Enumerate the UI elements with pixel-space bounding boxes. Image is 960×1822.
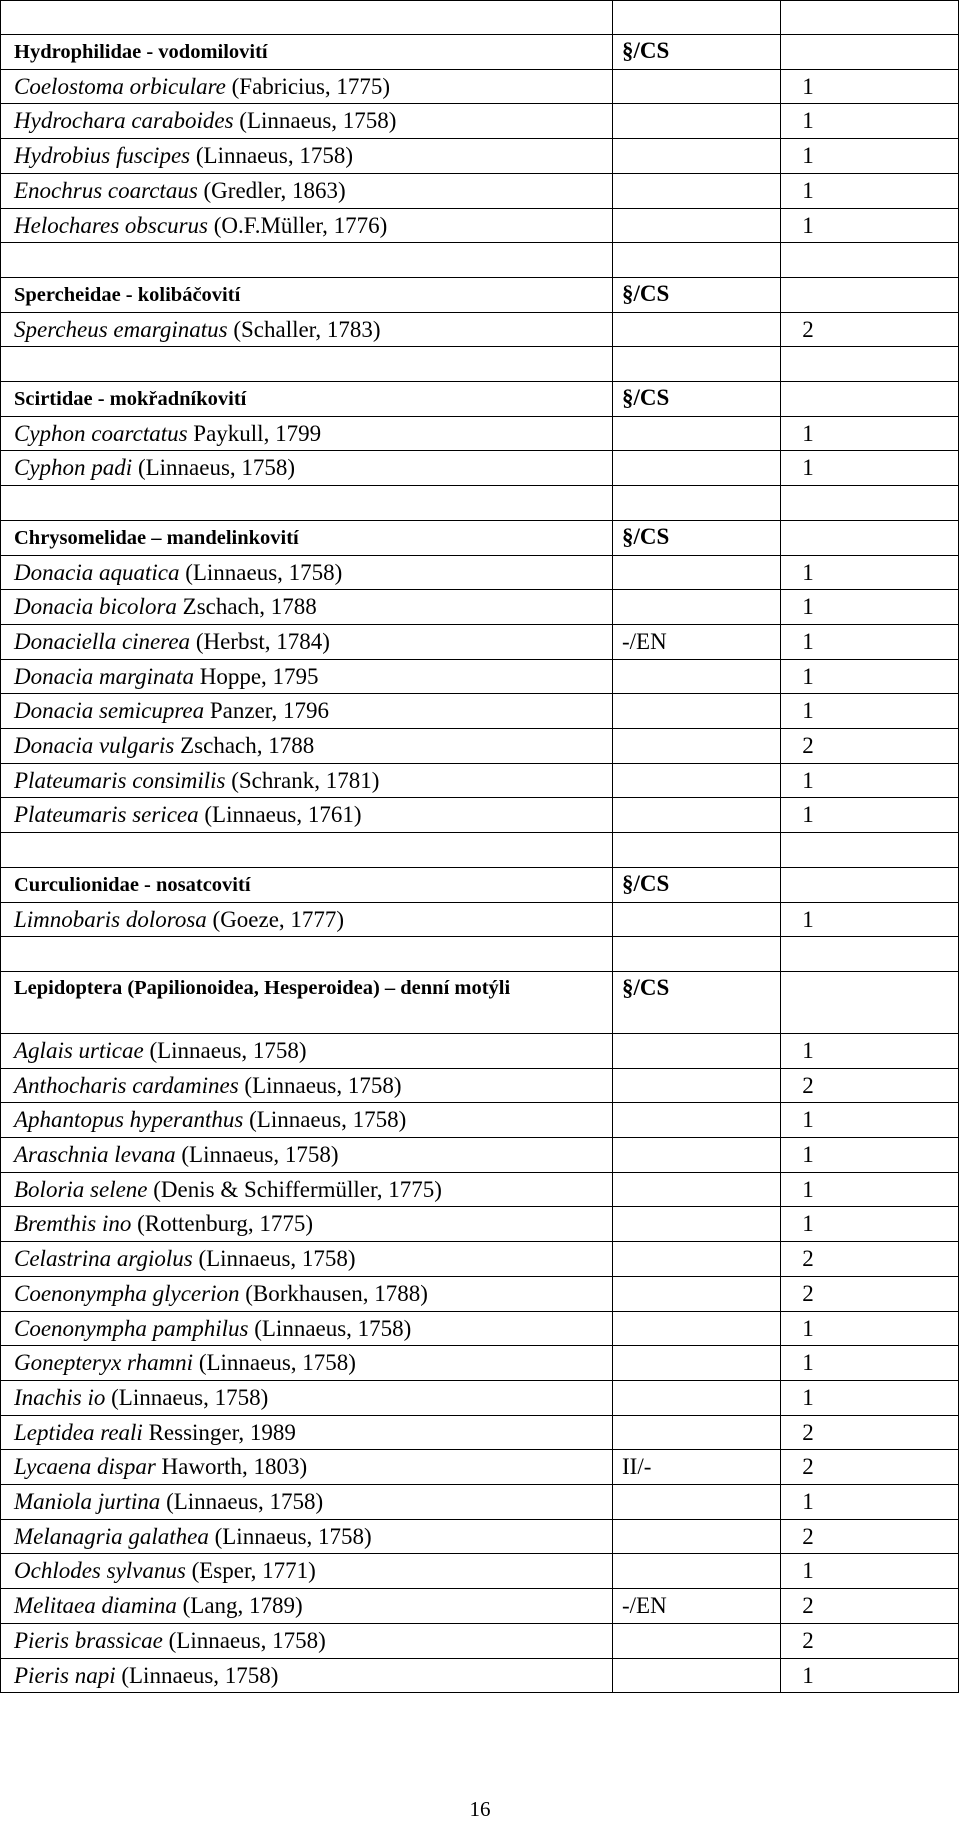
species-count: 1 xyxy=(802,628,814,654)
species-row xyxy=(0,1137,960,1172)
species-name: Celastrina argiolus xyxy=(14,1246,193,1272)
species-author: (Goeze, 1777) xyxy=(212,906,345,932)
species-row xyxy=(0,173,960,208)
species-author: (Gredler, 1863) xyxy=(203,177,346,203)
species-count: 1 xyxy=(802,212,814,238)
species-row xyxy=(0,103,960,138)
species-author: (Linnaeus, 1761) xyxy=(204,802,362,828)
species-label xyxy=(14,768,379,794)
species-count: 2 xyxy=(802,1072,814,1098)
species-count: 1 xyxy=(802,420,814,446)
species-count: 1 xyxy=(802,559,814,585)
family-name: Hydrophilidae - vodomilovití xyxy=(14,41,268,63)
species-name: Boloria selene xyxy=(14,1176,148,1202)
species-name: Plateumaris consimilis xyxy=(14,767,226,793)
species-row xyxy=(0,589,960,624)
column-divider xyxy=(612,0,613,1692)
species-name: Hydrobius fuscipes xyxy=(14,143,191,169)
species-count: 2 xyxy=(802,1280,814,1306)
species-row xyxy=(0,1519,960,1554)
row-divider xyxy=(0,936,959,937)
species-name: Spercheus emarginatus xyxy=(14,316,228,342)
species-author: (Linnaeus, 1758) xyxy=(121,1662,279,1688)
species-name: Maniola jurtina xyxy=(14,1489,161,1514)
species-name: Aglais urticae xyxy=(14,1037,144,1063)
species-row xyxy=(0,693,960,728)
species-label xyxy=(14,108,396,134)
species-count: 1 xyxy=(802,1037,814,1063)
species-author: Paykull, 1799 xyxy=(193,420,322,446)
species-count: 1 xyxy=(802,1350,814,1376)
species-count: 1 xyxy=(802,663,814,689)
species-count: 2 xyxy=(802,1454,814,1480)
species-row xyxy=(0,416,960,451)
species-author: (Linnaeus, 1758) xyxy=(149,1037,307,1063)
species-author: (Linnaeus, 1758) xyxy=(195,143,353,169)
species-author: (Schrank, 1781) xyxy=(231,767,380,793)
species-author: (Denis & Schiffermüller, 1775) xyxy=(153,1176,442,1202)
species-count: 2 xyxy=(802,1627,814,1653)
family-name: Lepidoptera (Papilionoidea, Hesperoidea) – denní motýli xyxy=(14,976,511,999)
species-count: 1 xyxy=(802,802,814,828)
species-row xyxy=(0,1345,960,1380)
species-author: Haworth, 1803) xyxy=(161,1454,308,1480)
species-name: Coenonympha pamphilus xyxy=(14,1315,249,1341)
family-row xyxy=(0,34,960,69)
family-name: Curculionidae - nosatcovití xyxy=(14,873,251,896)
species-status: -/EN xyxy=(622,1593,667,1619)
species-row xyxy=(0,624,960,659)
species-row xyxy=(0,1449,960,1484)
species-row xyxy=(0,1658,960,1693)
species-name: Pieris napi xyxy=(14,1662,116,1688)
species-name: Inachis io xyxy=(14,1384,106,1410)
species-label xyxy=(14,421,321,447)
species-row xyxy=(0,1553,960,1588)
species-row xyxy=(0,555,960,590)
species-count: 1 xyxy=(802,73,814,99)
species-name: Coelostoma orbiculare xyxy=(14,73,226,99)
species-row xyxy=(0,1068,960,1103)
species-row xyxy=(0,1206,960,1241)
protection-status: §/CS xyxy=(622,870,670,896)
species-author: (Linnaeus, 1758) xyxy=(137,455,296,481)
species-label xyxy=(14,1489,323,1515)
species-row xyxy=(0,208,960,243)
species-row xyxy=(0,1415,960,1450)
species-author: (Linnaeus, 1758) xyxy=(214,1523,372,1549)
species-author: Ressinger, 1989 xyxy=(148,1419,296,1445)
species-row xyxy=(0,1102,960,1137)
species-count: 1 xyxy=(802,1211,814,1237)
species-name: Melitaea diamina xyxy=(14,1593,177,1619)
species-count: 1 xyxy=(802,1176,814,1202)
species-row xyxy=(0,1623,960,1658)
family-name: Scirtidae - mokřadníkovití xyxy=(14,388,247,410)
column-divider xyxy=(958,0,959,1692)
species-name: Limnobaris dolorosa xyxy=(14,906,207,932)
species-name: Donacia marginata xyxy=(14,663,194,689)
row-divider xyxy=(0,0,959,1)
species-status: II/- xyxy=(622,1454,652,1480)
species-label xyxy=(14,317,381,343)
species-count: 1 xyxy=(802,1558,814,1584)
species-name: Melanagria galathea xyxy=(14,1523,209,1549)
species-author: (Linnaeus, 1758) xyxy=(249,1107,407,1133)
protection-status: §/CS xyxy=(622,280,670,306)
species-author: (Linnaeus, 1758) xyxy=(166,1489,324,1514)
species-author: (Linnaeus, 1758) xyxy=(254,1315,412,1341)
species-name: Cyphon coarctatus xyxy=(14,420,188,446)
species-label xyxy=(14,1073,402,1099)
species-name: Donacia vulgaris xyxy=(14,733,175,758)
species-row xyxy=(0,1276,960,1311)
protection-status: §/CS xyxy=(622,385,670,410)
species-name: Donacia bicolora xyxy=(14,594,177,620)
species-name: Donacia aquatica xyxy=(14,559,180,585)
species-count: 1 xyxy=(802,906,814,932)
species-label xyxy=(14,1142,339,1168)
species-label xyxy=(14,1454,307,1480)
species-label xyxy=(14,213,387,239)
species-label xyxy=(14,1246,356,1272)
species-label xyxy=(14,1107,406,1133)
species-author: (Linnaeus, 1758) xyxy=(111,1384,269,1410)
family-row xyxy=(0,520,960,555)
species-author: (Linnaeus, 1758) xyxy=(181,1142,339,1167)
species-label xyxy=(14,178,346,204)
species-label xyxy=(14,629,330,655)
species-row xyxy=(0,1311,960,1346)
row-divider xyxy=(0,242,959,243)
species-label xyxy=(14,1316,411,1342)
species-count: 1 xyxy=(802,1662,814,1688)
species-count: 1 xyxy=(802,455,814,481)
column-divider xyxy=(0,0,1,1692)
protection-status: §/CS xyxy=(622,38,670,63)
species-label xyxy=(14,698,329,724)
protection-status: §/CS xyxy=(622,523,670,549)
species-count: 1 xyxy=(802,698,814,724)
species-label xyxy=(14,594,317,620)
species-label xyxy=(14,1628,326,1654)
species-label xyxy=(14,455,295,481)
family-row xyxy=(0,381,960,416)
species-author: (Schaller, 1783) xyxy=(233,316,381,342)
species-status: -/EN xyxy=(622,628,667,654)
species-label xyxy=(14,1281,428,1307)
species-count: 1 xyxy=(802,1107,814,1133)
species-label xyxy=(14,1524,372,1550)
species-author: Zschach, 1788 xyxy=(182,594,317,620)
species-row xyxy=(0,1484,960,1519)
species-count: 2 xyxy=(802,1593,814,1619)
species-count: 1 xyxy=(802,1142,814,1167)
family-name: Spercheidae - kolibáčovití xyxy=(14,283,241,306)
species-row xyxy=(0,1172,960,1207)
row-divider xyxy=(0,485,959,486)
species-author: (Linnaeus, 1758) xyxy=(198,1246,356,1272)
species-label xyxy=(14,733,314,759)
species-count: 1 xyxy=(802,1315,814,1341)
species-row xyxy=(0,659,960,694)
species-label xyxy=(14,560,342,586)
species-count: 2 xyxy=(802,733,814,758)
species-row xyxy=(0,1241,960,1276)
species-name: Araschnia levana xyxy=(14,1142,176,1167)
page-number: 16 xyxy=(469,1797,491,1821)
species-author: Zschach, 1788 xyxy=(180,733,315,758)
species-count: 1 xyxy=(802,108,814,134)
species-row xyxy=(0,728,960,763)
species-label xyxy=(14,1350,356,1376)
protection-status: §/CS xyxy=(622,974,670,1000)
species-author: (Linnaeus, 1758) xyxy=(185,559,343,585)
family-row xyxy=(0,867,960,902)
species-name: Coenonympha glycerion xyxy=(14,1280,240,1306)
species-name: Anthocharis cardamines xyxy=(14,1072,239,1098)
species-author: (Linnaeus, 1758) xyxy=(244,1072,402,1098)
species-author: (Esper, 1771) xyxy=(191,1558,316,1584)
species-author: (Fabricius, 1775) xyxy=(231,73,391,99)
species-label xyxy=(14,1593,303,1619)
species-label xyxy=(14,1385,268,1411)
species-name: Lycaena dispar xyxy=(14,1454,156,1480)
family-row xyxy=(0,971,960,1033)
species-author: (O.F.Müller, 1776) xyxy=(213,212,388,238)
species-author: (Linnaeus, 1758) xyxy=(168,1627,326,1653)
species-row xyxy=(0,138,960,173)
species-author: (Lang, 1789) xyxy=(182,1593,303,1619)
species-label xyxy=(14,907,344,933)
row-divider xyxy=(0,1692,959,1693)
species-name: Plateumaris sericea xyxy=(14,802,199,828)
species-label xyxy=(14,802,362,828)
species-author: (Linnaeus, 1758) xyxy=(198,1350,356,1376)
species-row xyxy=(0,1380,960,1415)
species-row xyxy=(0,69,960,104)
species-count: 2 xyxy=(802,1523,814,1549)
species-count: 2 xyxy=(802,1419,814,1445)
species-author: (Herbst, 1784) xyxy=(195,628,330,654)
species-row xyxy=(0,450,960,485)
species-count: 1 xyxy=(802,177,814,203)
species-count: 1 xyxy=(802,594,814,620)
species-row xyxy=(0,763,960,798)
species-count: 1 xyxy=(802,1489,814,1514)
species-author: (Borkhausen, 1788) xyxy=(245,1280,428,1306)
species-name: Pieris brassicae xyxy=(14,1627,163,1653)
species-author: Panzer, 1796 xyxy=(209,698,330,724)
species-name: Enochrus coarctaus xyxy=(14,177,198,203)
species-author: (Linnaeus, 1758) xyxy=(239,108,397,134)
species-row xyxy=(0,312,960,347)
species-count: 1 xyxy=(802,767,814,793)
species-author: Hoppe, 1795 xyxy=(199,663,319,689)
species-label xyxy=(14,74,390,100)
species-label xyxy=(14,1420,296,1446)
species-row xyxy=(0,1033,960,1068)
species-count: 1 xyxy=(802,143,814,169)
species-name: Aphantopus hyperanthus xyxy=(14,1107,244,1133)
species-label xyxy=(14,664,319,690)
species-count: 2 xyxy=(802,1246,814,1272)
species-author: (Rottenburg, 1775) xyxy=(137,1211,313,1237)
species-count: 1 xyxy=(802,1384,814,1410)
species-name: Gonepteryx rhamni xyxy=(14,1350,194,1376)
family-name: Chrysomelidae – mandelinkovití xyxy=(14,526,299,549)
species-count: 2 xyxy=(802,316,814,342)
species-label xyxy=(14,1038,307,1064)
row-divider xyxy=(0,832,959,833)
species-row xyxy=(0,1588,960,1623)
species-name: Hydrochara caraboides xyxy=(14,108,234,134)
row-divider xyxy=(0,346,959,347)
species-name: Donacia semicuprea xyxy=(14,698,205,724)
species-name: Bremthis ino xyxy=(14,1211,132,1237)
species-label xyxy=(14,143,353,169)
species-row xyxy=(0,797,960,832)
species-name: Cyphon padi xyxy=(14,455,133,481)
species-label xyxy=(14,1663,278,1689)
species-label xyxy=(14,1211,313,1237)
species-label xyxy=(14,1558,316,1584)
species-label xyxy=(14,1177,442,1203)
species-name: Helochares obscurus xyxy=(14,212,208,238)
species-name: Donaciella cinerea xyxy=(14,628,191,654)
species-row xyxy=(0,902,960,937)
species-name: Leptidea reali xyxy=(14,1419,143,1445)
column-divider xyxy=(780,0,781,1692)
species-name: Ochlodes sylvanus xyxy=(14,1558,186,1584)
family-row xyxy=(0,277,960,312)
